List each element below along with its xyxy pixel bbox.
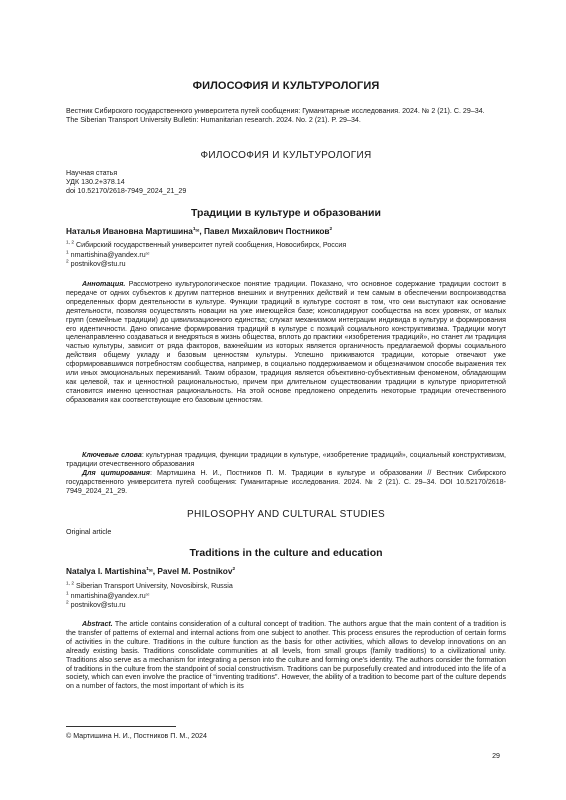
article-title-ru: Традиции в культуре и образовании: [191, 207, 381, 219]
keywords-text: : культурная традиция, функции традиции в культуре, «изобретение традиций», социальный конструктивизм, традиции отечественного образования: [66, 451, 506, 468]
envelope-icon: ✉: [145, 591, 150, 597]
email-sup: 1: [66, 250, 69, 256]
affil-text: Сибирский государственный университет путей сообщения, Новосибирск, Россия: [74, 241, 347, 249]
abstract-text: The article contains consideration of a cultural concept of tradition. The authors argue that the main content of a tradition is the transfer of patterns of external and internal actions from one subject to another. This process ensures the reproduction of certain forms of activities in the culture. Traditions in the culture function as the basis for other activities, which allows to develop innovations on an already existing basis. Traditions consolidate communities at all levels, from small groups (family traditions) to a civilizational unity. Traditions also serve as a mechanism for integrating a person into the culture and forming one's identity. The authors consider the formation of traditions in the culture from the standpoint of social constructivism. Traditions can be purposefully created and introduced into the life of a society, which can even involve the practice of “inventing traditions”. However, the ability of a tradition to become part of the culture depends on a number of factors, the most important of which is its: [66, 620, 506, 691]
section-heading-ru: ФИЛОСОФИЯ И КУЛЬТУРОЛОГИЯ: [200, 150, 372, 161]
author-name: Pavel M. Postnikov: [157, 566, 233, 576]
author-separator: ,: [152, 566, 158, 576]
keywords-label: Ключевые слова: [82, 451, 142, 459]
email-sup: 2: [66, 600, 69, 606]
email-sup: 1: [66, 591, 69, 597]
email-link[interactable]: postnikov@stu.ru: [68, 600, 126, 609]
author-sup: 2: [329, 227, 333, 233]
authors-ru: [66, 226, 506, 236]
envelope-icon: ✉: [145, 250, 150, 256]
author-sup: 1: [192, 227, 196, 233]
affiliation-en: [66, 582, 506, 610]
author-sup: 2: [232, 567, 236, 573]
copyright-notice: © Мартишина Н. И., Постников П. М., 2024: [66, 732, 207, 740]
section-heading-en: PHILOSOPHY AND CULTURAL STUDIES: [186, 509, 386, 520]
bulletin-en: The Siberian Transport University Bulletin: Humanitarian research. 2024. No. 2 (21). P. 29–34.: [66, 115, 361, 124]
affil-text: Siberian Transport University, Novosibirsk, Russia: [74, 582, 233, 590]
abstract-ru: [66, 280, 506, 405]
envelope-icon: ✉: [148, 568, 153, 573]
author-name: Наталья Ивановна Мартишина: [66, 226, 193, 236]
author-sup: 1: [146, 567, 149, 573]
affiliation-ru: [66, 241, 506, 269]
bulletin-ru: Вестник Сибирского государственного университета путей сообщения: Гуманитарные исследования. 2024. № 2 (21). С. 29–34.: [66, 107, 485, 115]
footnote-divider: [66, 726, 176, 727]
abstract-en: [66, 620, 506, 691]
citation-ru: [66, 469, 506, 496]
envelope-icon: ✉: [195, 228, 200, 233]
abstract-label: Аннотация.: [82, 280, 126, 288]
email-link[interactable]: nmartishina@yandex.ru: [68, 250, 146, 259]
author-name: Natalya I. Martishina: [66, 566, 147, 576]
email-sup: 2: [66, 259, 69, 265]
authors-en: [66, 566, 506, 576]
keywords-ru: [66, 451, 506, 469]
article-meta-ru: [66, 169, 506, 196]
email-link[interactable]: postnikov@stu.ru: [68, 259, 126, 268]
abstract-text: Рассмотрено культурологическое понятие традиции. Показано, что основное содержание традиции состоит в передаче от одних субъектов к другим паттернов внешних и внутренних действий и тем самым в обеспечении воспроизводства определенных форм деятельности в культуре. Функции традиций в культуре состоят в том, что они выступают как основание деятельности, позволяя осуществлять новации на уже имеющейся базе; консолидируют сообщества на всех уровнях, от малых групп (семейные традиции) до цивилизационного единства; служат механизмом интеграции индивида в культуру и формирования его идентичности. Дано описание формирования традиций в культуре с позиций социального конструктивизма. Традиции могут целенаправленно создаваться и внедряться в жизнь общества, вплоть до практики «изобретения традиций», но станет ли традиция частью культуры, зависит от ряда факторов, важнейшим из которых является органичность предлагаемой формы социального действия общему укладу и базовым ценностям культуры. Успешно приживаются традиции, которые отвечают уже сформировавшимся потребностям сообщества, например, в социально поддерживаемом и общезначимом способе выражения тех или иных эмоциональных переживаний. Таким образом, традиция является объективно-субъективным феноменом, обладающим как целевой, так и ценностной рациональностью, причем при длительном существовании традиции в культуре приоритетной становится именно ценностная рациональность. На этой основе предложено определить некоторые традиции отечественного образования как соответствующие его базовым ценностям.: [66, 280, 506, 404]
journal-header: ФИЛОСОФИЯ И КУЛЬТУРОЛОГИЯ: [192, 80, 380, 92]
doi: doi 10.52170/2618-7949_2024_21_29: [66, 186, 187, 195]
article-type: Научная статья: [66, 169, 118, 177]
bulletin-citation: [66, 107, 506, 125]
affil-sup: 1, 2: [66, 240, 75, 246]
udk-code: УДК 130.2+378.14: [66, 177, 125, 186]
author-separator: ,: [199, 226, 204, 236]
citation-text: : Мартишина Н. И., Постников П. М. Традиции в культуре и образовании // Вестник Сибирского государственного университета путей сообщения: Гуманитарные исследования. 2024. № 2 (21). С. 29–34. DOI 10.52170/2618-7949_2024_21_29.: [66, 469, 506, 495]
email-link[interactable]: nmartishina@yandex.ru: [68, 591, 146, 600]
affil-sup: 1, 2: [66, 581, 75, 587]
article-type-en: Original article: [66, 528, 112, 536]
page-number: 29: [492, 752, 500, 760]
author-name: Павел Михайлович Постников: [203, 226, 330, 236]
article-title-en: Traditions in the culture and education: [189, 547, 383, 559]
abstract-label: Abstract.: [82, 620, 113, 628]
citation-label: Для цитирования: [82, 469, 150, 477]
